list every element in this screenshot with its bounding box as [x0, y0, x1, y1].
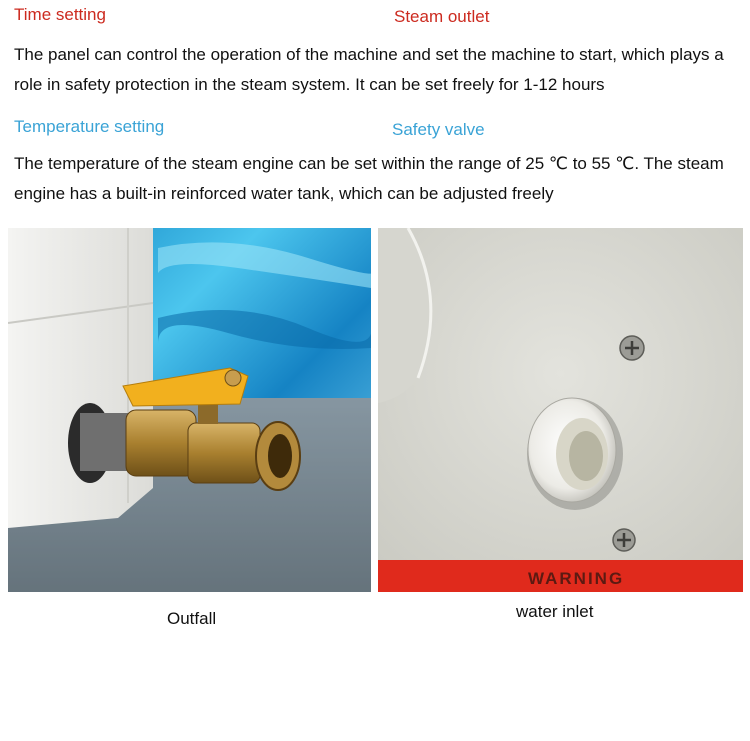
- time-setting-label: Time setting: [14, 5, 106, 24]
- temperature-setting-description: The temperature of the steam engine can be set within the range of 25 ℃ to 55 ℃. The steam engine has a built-in reinforced water tank, which can be adjusted freely: [14, 154, 724, 203]
- time-setting-description: The panel can control the operation of the machine and set the machine to start, which plays a role in safety protection in the steam system. It can be set freely for 1-12 hours: [14, 45, 724, 94]
- outfall-photo: [8, 228, 371, 592]
- water-inlet-caption: water inlet: [516, 602, 594, 621]
- safety-valve-label: Safety valve: [392, 120, 485, 139]
- top-screw-icon: [620, 336, 644, 360]
- bottom-screw-icon: [613, 529, 635, 551]
- water-inlet-illustration: [378, 228, 743, 592]
- outfall-caption: Outfall: [167, 609, 217, 628]
- warning-text: WARNING: [528, 569, 625, 588]
- steam-outlet-label: Steam outlet: [394, 7, 490, 26]
- water-inlet-photo: [378, 228, 743, 592]
- temperature-setting-label: Temperature setting: [14, 117, 165, 136]
- outfall-valve-illustration: [8, 228, 371, 592]
